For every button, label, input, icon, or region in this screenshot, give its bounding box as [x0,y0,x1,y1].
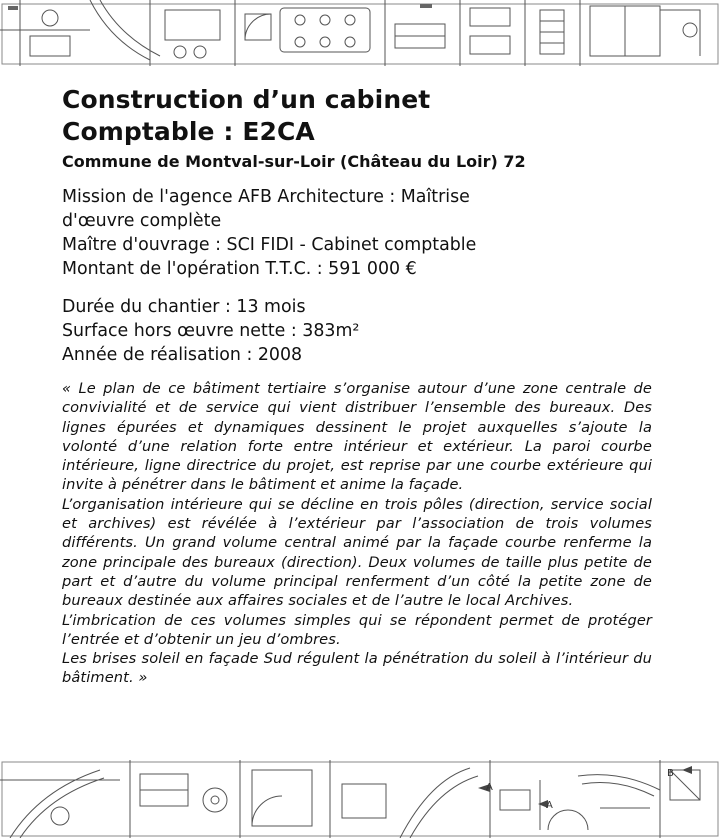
info-line: Mission de l'agence AFB Architecture : Maîtrise [62,187,470,207]
floor-plan-drawing-bottom [0,760,720,838]
document-content [62,84,652,688]
project-info-block-1 [62,185,652,281]
floor-plan-strip-bottom [0,760,720,838]
project-info-block-2 [62,295,652,367]
quote-paragraph: « Le plan de ce bâtiment tertiaire s’organise autour d’une zone centrale de convivialité et de service qui vient distribuer l’ensemble des bureaux. Des lignes épurées et dynamiques dessinent le projet auxquelles s’ajoute la volonté d’une relation forte entre intérieur et extérieur. La paroi courbe intérieure, ligne directrice du projet, est reprise par une courbe extérieure qui invite à pénétrer dans le bâtiment et anime la façade. [62,380,652,494]
section-label-b: B [667,768,674,779]
floor-plan-drawing-top [0,0,720,66]
info-line: Durée du chantier : 13 mois [62,297,306,317]
info-line: d'œuvre complète [62,211,222,231]
info-line: Montant de l'opération T.T.C. : 591 000 € [62,259,417,279]
info-line: Maître d'ouvrage : SCI FIDI - Cabinet comptable [62,235,477,255]
info-line: Année de réalisation : 2008 [62,345,303,365]
project-location: Commune de Montval-sur-Loir (Château du Loir) 72 [62,152,526,171]
section-label-a: A [546,800,553,811]
quote-paragraph: L’imbrication de ces volumes simples qui se répondent permet de protéger l’entrée et d’obtenir un jeu d’ombres. [62,611,652,648]
project-title [62,84,652,148]
quote-paragraph: Les brises soleil en façade Sud régulent la pénétration du soleil à l’intérieur du bâtiment. » [62,650,652,687]
section-label-a-second: A [486,782,493,793]
title-line-2: Comptable : E2CA [62,117,315,146]
quote-paragraph: L’organisation intérieure qui se décline en trois pôles (direction, service social et archives) est révélée à l’extérieur par l’association de trois volumes différents. Un grand volume central animé par la façade courbe renferme la zone principale des bureaux (direction). Deux volumes de taille plus petite de part et d’autre du volume principal renferment d’un côté la petite zone de bureaux destinée aux affaires sociales et de l’autre le local Archives. [62,495,652,610]
section-marker-icon [682,766,692,774]
title-line-1: Construction d’un cabinet [62,85,431,114]
floor-plan-strip-top [0,0,720,66]
project-description-quote [62,379,652,688]
info-line: Surface hors œuvre nette : 383m² [62,321,360,341]
